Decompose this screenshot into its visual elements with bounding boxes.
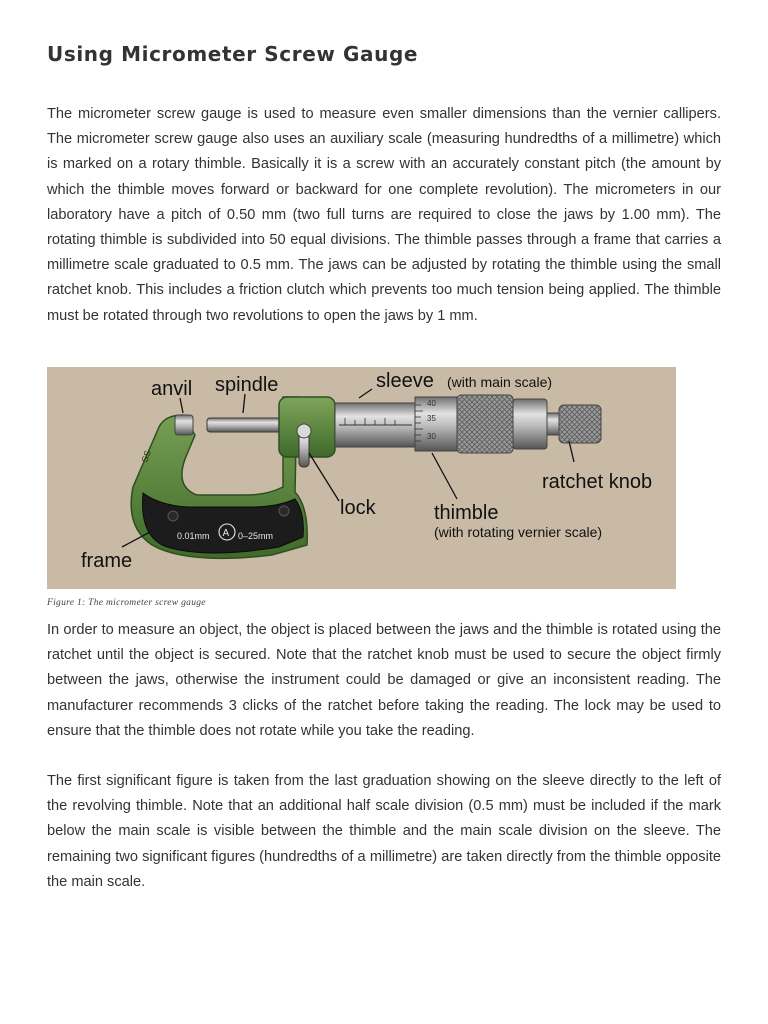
reading-paragraph: The first significant figure is taken from the last graduation showing on the sleeve directly to the left of the revolving thimble. Note that an additional half scale division (0.5 mm) must be included if the mark below the main scale is visible between the thimble and the main scale division on the sleeve. The remaining two significant figures (hundredths of a millimetre) are taken directly from the thimble opposite the main scale.: [47, 773, 721, 890]
measuring-paragraph: In order to measure an object, the object is placed between the jaws and the thimble is rotated using the ratchet until the object is secured. Note that the ratchet knob must be used to secure the object firmly between the jaws, otherwise the instrument could be damaged or give an inconsistent reading. The manufacturer recommends 3 clicks of the ratchet before taking the reading. The lock may be used to ensure that the thimble does not rotate while you take the reading.: [47, 622, 721, 739]
thimble-grip: [457, 395, 513, 453]
label-sleeve-note: (with main scale): [447, 374, 553, 390]
ratchet-knob: [559, 405, 601, 443]
figure-caption: Figure 1: The micrometer screw gauge: [47, 598, 206, 608]
label-thimble-note: (with rotating vernier scale): [434, 524, 603, 540]
instrument-marking: 0.01mm: [177, 531, 210, 541]
label-anvil: anvil: [151, 378, 193, 400]
page-title: Using Micrometer Screw Gauge: [47, 42, 419, 66]
spindle: [207, 418, 285, 432]
micrometer-photo: [47, 367, 676, 589]
thimble-number-top: 40: [427, 399, 436, 408]
frame-stamp: SS: [139, 448, 153, 464]
thimble-number-bottom: 30: [427, 432, 436, 441]
label-sleeve: sleeve: [376, 370, 434, 392]
instrument-logo: A: [222, 528, 230, 539]
intro-paragraph: The micrometer screw gauge is used to measure even smaller dimensions than the vernier callipers. The micrometer screw gauge also uses an auxiliary scale (measuring hundredths of a millimetre) which is marked on a rotary thimble. Basically it is a screw with an accurately constant pitch (the amount by which the thimble moves forward or backward for one complete revolution). The micrometers in our laboratory have a pitch of 0.50 mm (two full turns are required to close the jaws by 1.00 mm). The rotating thimble is subdivided into 50 equal divisions. The thimble passes through a frame that carries a millimetre scale graduated to 0.5 mm. The jaws can be adjusted by rotating the thimble using the small ratchet knob. This includes a friction clutch which prevents too much tension being applied. The thimble must be rotated through two revolutions to open the jaws by 1 mm.: [47, 106, 721, 324]
label-frame: frame: [81, 550, 133, 572]
micrometer-figure: [47, 367, 676, 589]
label-ratchet-knob: ratchet knob: [542, 471, 653, 493]
thimble-end: [513, 399, 547, 449]
label-thimble: thimble: [434, 502, 499, 524]
label-spindle: spindle: [215, 374, 279, 396]
anvil: [175, 415, 193, 435]
instrument-range: 0–25mm: [238, 531, 274, 541]
thimble-number-mid: 35: [427, 414, 436, 423]
label-lock: lock: [340, 497, 376, 519]
thimble-scale: [415, 397, 457, 451]
